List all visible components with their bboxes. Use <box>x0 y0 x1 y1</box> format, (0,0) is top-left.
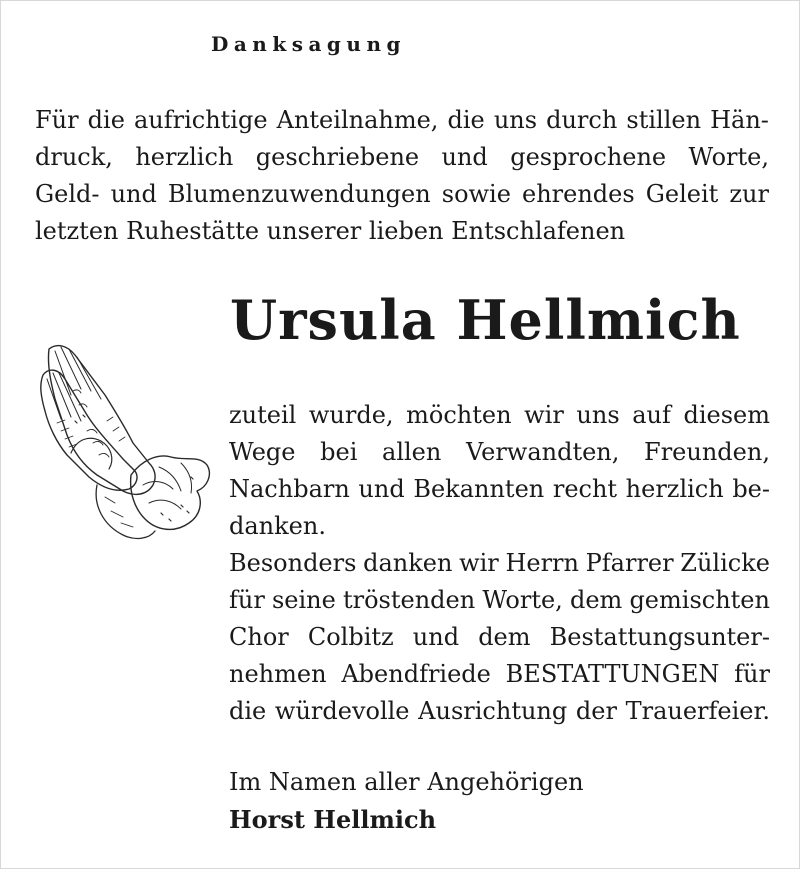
word: stillen <box>626 106 702 134</box>
word: dem <box>478 623 531 651</box>
deceased-name: Ursula Hellmich <box>230 288 741 352</box>
word: Hän- <box>710 106 769 134</box>
word: gemischten <box>629 586 770 614</box>
notice-heading: Danksagung <box>211 32 406 56</box>
word: Freunden, <box>644 438 770 466</box>
word: und <box>412 623 460 651</box>
body-paragraph <box>229 397 770 730</box>
word: danken. <box>229 512 326 540</box>
intro-paragraph <box>35 102 769 250</box>
word: für <box>734 660 770 688</box>
word: würdevolle <box>274 697 410 725</box>
word: herzlich <box>135 143 234 171</box>
word: uns <box>576 401 620 429</box>
word: Für <box>35 106 79 134</box>
word: Besonders <box>229 549 357 577</box>
word: möchten <box>406 401 512 429</box>
word: Zülicke <box>680 549 770 577</box>
word: geschriebene <box>255 143 420 171</box>
word: zuteil <box>229 401 297 429</box>
word: Trauerfeier. <box>625 697 770 725</box>
word: Blumenzuwendungen <box>167 180 431 208</box>
word: gesprochene <box>510 143 667 171</box>
word: und <box>358 475 405 503</box>
word: aufrichtige <box>133 106 268 134</box>
word: bei <box>320 438 358 466</box>
word: Geld- <box>35 180 100 208</box>
text-line <box>229 582 770 619</box>
word: Chor <box>229 623 289 651</box>
word: herzlich <box>625 475 724 503</box>
word: Bestattungsunter- <box>549 623 770 651</box>
word: Wege <box>229 438 296 466</box>
word: Colbitz <box>307 623 394 651</box>
word: Bekannten <box>413 475 545 503</box>
word: und <box>110 180 157 208</box>
text-line <box>229 545 770 582</box>
word: der <box>575 697 617 725</box>
word: recht <box>552 475 618 503</box>
word: Pfarrer <box>585 549 674 577</box>
word: sowie <box>441 180 511 208</box>
word: Anteilnahme, <box>276 106 439 134</box>
word: wurde, <box>308 401 394 429</box>
word: für <box>229 586 265 614</box>
text-line <box>35 213 769 250</box>
text-line <box>229 434 770 471</box>
word: druck, <box>35 143 113 171</box>
word: Ausrichtung <box>418 697 568 725</box>
word: auf <box>632 401 671 429</box>
word: die <box>229 697 267 725</box>
word: wir <box>524 401 564 429</box>
word: seine <box>271 586 336 614</box>
closing-block <box>229 764 584 838</box>
word: ehrendes <box>521 180 635 208</box>
word: Herrn <box>505 549 579 577</box>
word: zur <box>729 180 769 208</box>
word: danken <box>363 549 453 577</box>
text-line <box>229 471 770 508</box>
word: die <box>87 106 125 134</box>
word: die <box>447 106 485 134</box>
signer-name: Horst Hellmich <box>229 805 437 834</box>
word: Geleit <box>645 180 719 208</box>
word: allen <box>382 438 442 466</box>
word: Verwandten, <box>465 438 620 466</box>
word: letzten Ruhestätte unserer lieben Entschlafenen <box>35 217 626 245</box>
text-line <box>229 508 770 545</box>
praying-hands-icon <box>31 335 216 555</box>
word: durch <box>546 106 618 134</box>
word: Nachbarn <box>229 475 350 503</box>
word: dem <box>569 586 623 614</box>
text-line <box>35 139 769 176</box>
word: tröstenden <box>342 586 476 614</box>
word: be- <box>732 475 770 503</box>
word: Worte, <box>482 586 563 614</box>
word: nehmen <box>229 660 327 688</box>
closing-line: Im Namen aller Angehörigen <box>229 768 584 796</box>
word: und <box>441 143 488 171</box>
word: uns <box>493 106 538 134</box>
text-line <box>229 619 770 656</box>
word: wir <box>459 549 499 577</box>
text-line <box>229 656 770 693</box>
word: BESTATTUNGEN <box>505 660 720 688</box>
text-line <box>229 397 770 434</box>
word: Abendfriede <box>341 660 491 688</box>
text-line <box>35 176 769 213</box>
text-line <box>229 693 770 730</box>
text-line <box>35 102 769 139</box>
word: diesem <box>683 401 770 429</box>
word: Worte, <box>688 143 769 171</box>
